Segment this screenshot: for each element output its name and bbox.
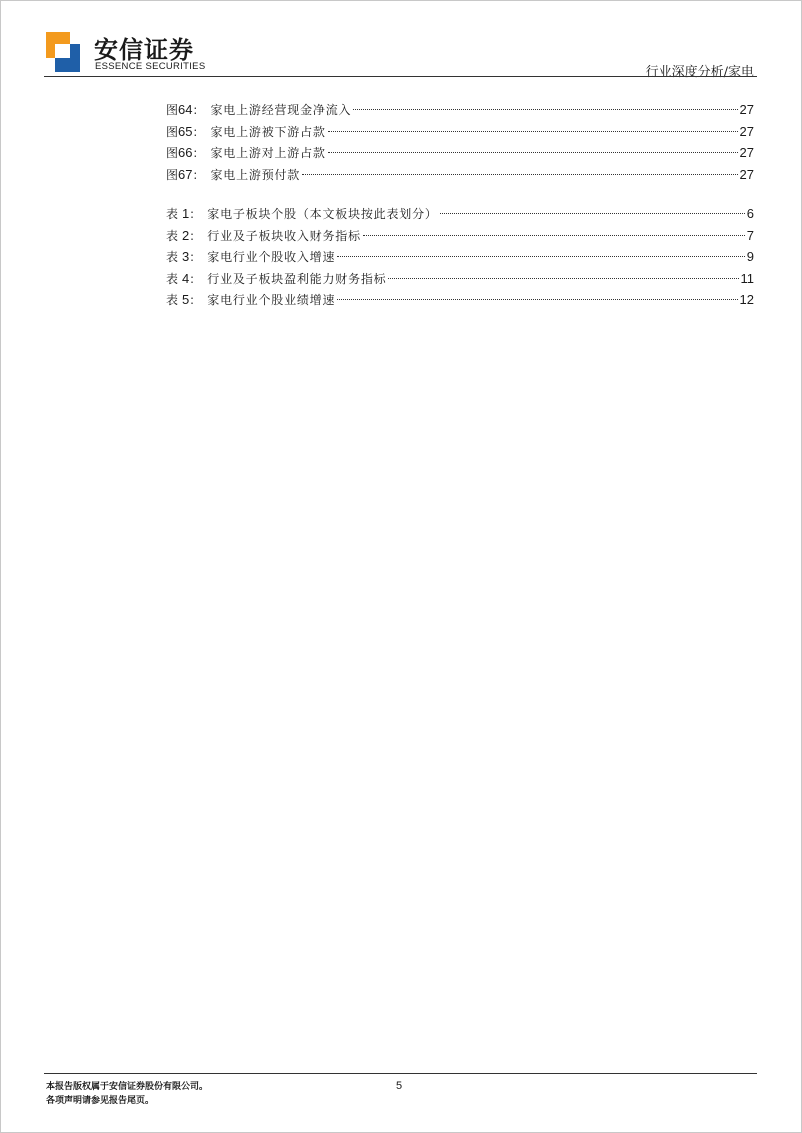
toc-number: 65 [178,123,193,139]
toc-leader-dots [440,213,745,214]
toc-leader-dots [337,299,737,300]
toc-page-number: 27 [739,123,754,139]
footer-divider [44,1073,757,1074]
toc-entry-table-2[interactable] [166,225,754,247]
toc-entry-figure-66[interactable] [166,142,754,164]
page-number: 5 [396,1080,403,1092]
toc-number: 1 [182,206,190,221]
toc-separator: ： [192,103,205,117]
toc-page-number: 11 [740,270,754,286]
table-toc-list [166,203,754,311]
toc-separator: ： [189,207,202,221]
toc-number: 2 [182,227,190,243]
page-header [46,30,756,80]
toc-number: 66 [178,145,193,160]
toc-leader-dots [337,256,744,257]
toc-label: 表 [166,207,179,221]
logo-chinese-name: 安信证券 [94,36,194,64]
toc-leader-dots [388,278,738,279]
toc-title: 家电上游经营现金净流入 [210,103,352,117]
toc-number: 67 [178,166,193,182]
toc-leader-dots [328,152,738,153]
toc-title: 家电上游被下游占款 [210,124,326,139]
toc-entry-figure-67[interactable] [166,164,754,186]
toc-separator: ： [189,293,202,307]
toc-label: 图 [166,167,179,182]
header-divider [44,76,757,77]
figure-toc-list [166,99,754,185]
toc-leader-dots [328,131,738,132]
toc-title: 家电行业个股收入增速 [207,250,336,264]
toc-entry-table-1[interactable] [166,203,754,225]
toc-leader-dots [302,174,737,175]
toc-entry-table-4[interactable] [166,268,754,290]
logo-mark-icon [46,32,80,72]
toc-title: 家电行业个股业绩增速 [207,293,336,307]
toc-page-number: 12 [739,292,754,307]
toc-label: 表 [166,293,179,307]
toc-title: 家电子板块个股（本文板块按此表划分） [207,207,438,221]
toc-label: 表 [166,228,179,243]
toc-number: 4 [182,270,190,286]
toc-label: 图 [166,124,179,139]
toc-label: 图 [166,146,179,160]
toc-title: 行业及子板块盈利能力财务指标 [207,271,387,286]
toc-separator: ： [189,228,202,243]
toc-leader-dots [353,109,737,110]
toc-page-number: 27 [739,102,754,117]
toc-separator: ： [189,271,202,286]
toc-separator: ： [189,250,202,264]
toc-number: 3 [182,249,190,264]
toc-page-number: 9 [746,249,754,264]
toc-page-number: 6 [746,206,754,221]
toc-separator: ： [192,146,205,160]
toc-page-number: 27 [739,145,754,160]
toc-entry-figure-64[interactable] [166,99,754,121]
toc-entry-table-3[interactable] [166,246,754,268]
toc-label: 表 [166,250,179,264]
toc-title: 行业及子板块收入财务指标 [207,228,361,243]
toc-label: 图 [166,103,179,117]
footer-copyright: 本报告版权属于安信证券股份有限公司。 [46,1082,209,1092]
footer-disclaimer: 各项声明请参见报告尾页。 [46,1096,155,1106]
toc-number: 5 [182,292,190,307]
logo-english-name: ESSENCE SECURITIES [95,61,206,72]
toc-leader-dots [363,235,745,236]
toc-separator: ： [192,167,205,182]
toc-label: 表 [166,271,179,286]
report-category: 行业深度分析/家电 [645,65,754,80]
toc-title: 家电上游对上游占款 [210,146,326,160]
toc-entry-figure-65[interactable] [166,121,754,143]
toc-page-number: 7 [746,227,754,243]
toc-number: 64 [178,102,193,117]
company-logo [46,32,206,74]
toc-entry-table-5[interactable] [166,289,754,311]
toc-separator: ： [192,124,205,139]
toc-title: 家电上游预付款 [210,167,301,182]
toc-page-number: 27 [739,166,754,182]
